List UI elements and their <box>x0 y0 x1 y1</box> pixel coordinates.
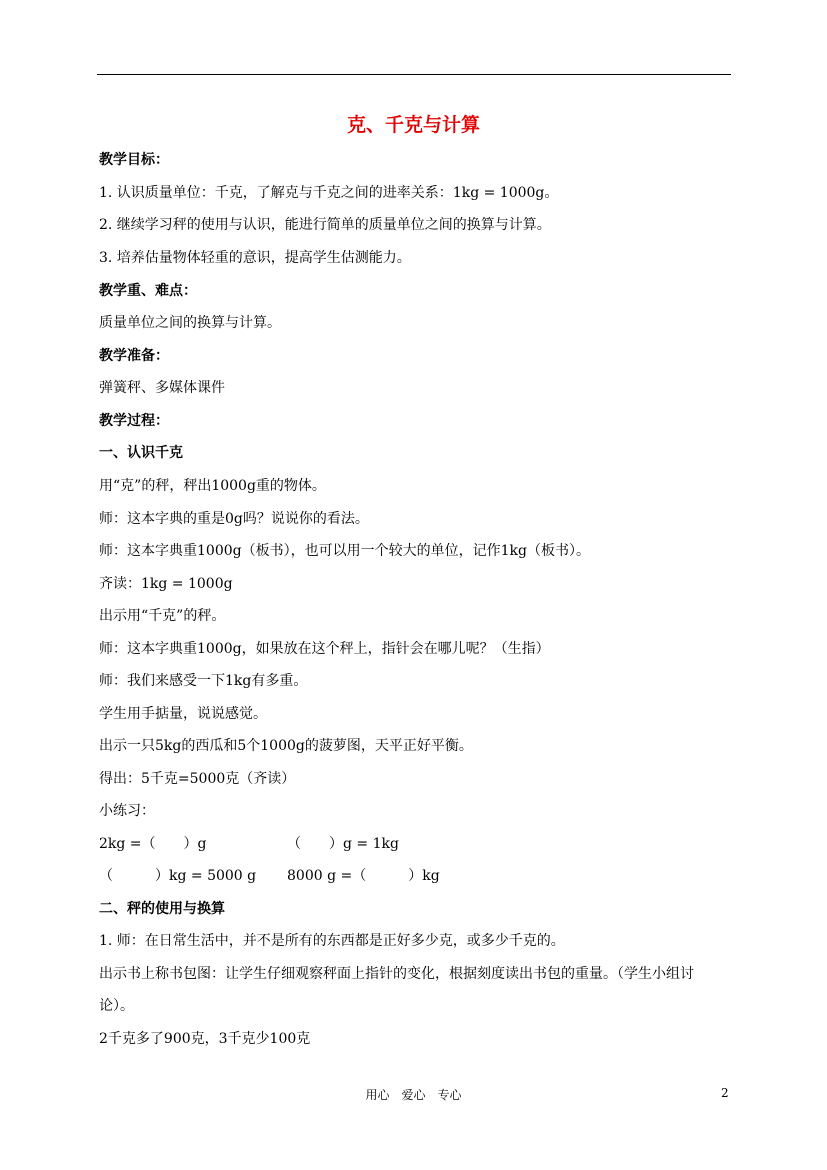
exercise-1-left: 2kg =（ ）g <box>99 836 207 852</box>
part1-line: 师：这本字典重1000g，如果放在这个秤上，指针会在哪儿呢？（生指） <box>99 641 550 657</box>
part1-line: 齐读：1kg = 1000g <box>99 576 233 592</box>
page-title: 克、千克与计算 <box>346 114 480 136</box>
goal-item-2: 2. 继续学习秤的使用与认识，能进行简单的质量单位之间的换算与计算。 <box>99 217 551 233</box>
part1-heading: 一、认识千克 <box>99 445 183 461</box>
exercise-row-2 <box>99 866 731 886</box>
key-points-heading: 教学重、难点： <box>99 283 197 299</box>
part1-line: 学生用手掂量，说说感觉。 <box>99 706 267 722</box>
goal-item-1: 1. 认识质量单位：千克，了解克与千克之间的进率关系：1kg = 1000g。 <box>99 185 559 201</box>
page-footer: 用心 爱心 专心 <box>365 1088 462 1102</box>
exercise-2-left: （ ）kg = 5000 g <box>99 868 257 884</box>
part1-line: 出示一只5kg的西瓜和5个1000g的菠萝图，天平正好平衡。 <box>99 738 473 754</box>
part1-line: 师：我们来感受一下1kg有多重。 <box>99 673 308 689</box>
part1-line: 小练习： <box>99 803 155 819</box>
exercise-1-right: （ ）g = 1kg <box>287 836 399 852</box>
goals-heading: 教学目标： <box>99 152 169 168</box>
part1-line: 出示用“千克”的秤。 <box>99 608 226 624</box>
part2-heading: 二、秤的使用与换算 <box>99 901 225 917</box>
preparation-heading: 教学准备： <box>99 348 169 364</box>
part1-line: 用“克”的秤，秤出1000g重的物体。 <box>99 478 326 494</box>
part2-line: 出示书上称书包图：让学生仔细观察秤面上指针的变化，根据刻度读出书包的重量。（学生小组讨 <box>99 966 694 982</box>
preparation-text: 弹簧秤、多媒体课件 <box>99 380 225 396</box>
goal-item-3: 3. 培养估量物体轻重的意识，提高学生估测能力。 <box>99 250 411 266</box>
part1-line: 得出：5千克=5000克（齐读） <box>99 771 296 787</box>
page-number: 2 <box>721 1086 729 1100</box>
process-heading: 教学过程： <box>99 413 169 429</box>
part1-line: 师：这本字典的重是0g吗？说说你的看法。 <box>99 511 369 527</box>
key-points-text: 质量单位之间的换算与计算。 <box>99 315 281 331</box>
part2-line: 1. 师：在日常生活中，并不是所有的东西都是正好多少克，或多少千克的。 <box>99 933 565 949</box>
exercise-row-1 <box>99 834 731 854</box>
part2-line: 2千克多了900克，3千克少100克 <box>99 1031 311 1047</box>
header-rule <box>97 74 731 75</box>
exercise-2-right: 8000 g =（ ）kg <box>287 868 440 884</box>
part1-line: 师：这本字典重1000g（板书），也可以用一个较大的单位，记作1kg（板书）。 <box>99 543 590 559</box>
part2-line: 论）。 <box>99 998 134 1014</box>
